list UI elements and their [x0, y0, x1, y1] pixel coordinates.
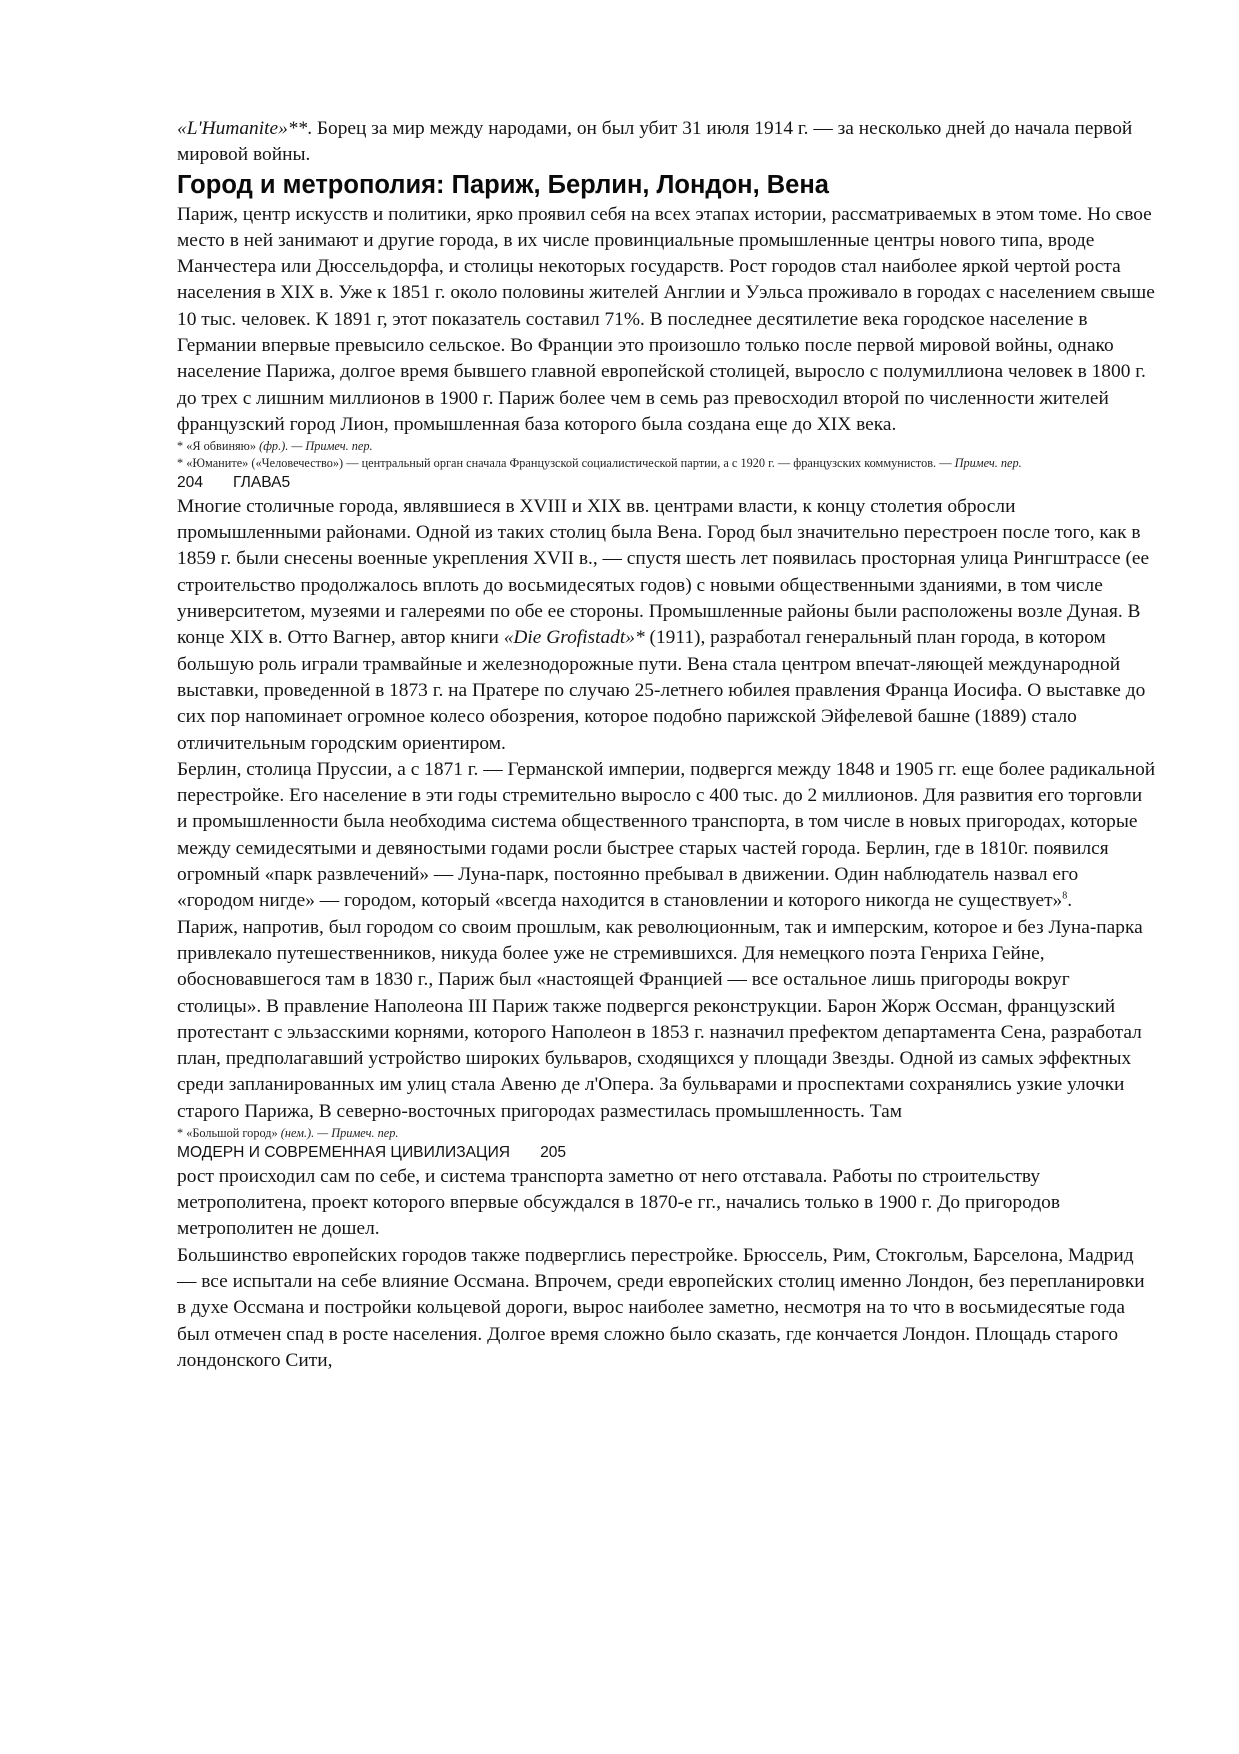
- section-heading: Город и метрополия: Париж, Берлин, Лондон, Вена: [177, 170, 829, 199]
- footnote-ref: 8: [1062, 890, 1068, 902]
- footnote-marker: **: [287, 118, 308, 139]
- running-header-204: [177, 472, 1157, 494]
- running-header-205: [177, 1142, 1157, 1164]
- book-section-title: МОДЕРН И СОВРЕМЕННАЯ ЦИВИЛИЗАЦИЯ: [177, 1143, 511, 1161]
- paragraph-text: Берлин, столица Пруссии, а с 1871 г. — Германской империи, подвергся между 1848 и 1905 гг. еще более радикальной перестройке. Его население в эти годы стремительно выросло с 400 тыс. до 2 миллионов. Для развития его торговли и промышленности была необходима система общественного транспорта, в том числе в новых пригородах, которые между семидесятыми и девяностыми годами росли быстрее старых частей города. Берлин, где в 1810г. появился огромный «парк развлечений» — Луна-парк, постоянно пребывал в движении. Один наблюдатель назвал его «городом нигде» — городом, который «всегда находится в становлении и которого никогда не существует»: [177, 758, 1156, 912]
- footnote-jaccuse: [177, 438, 1157, 455]
- paragraph-london: Большинство европейских городов также подверглись перестройке. Брюссель, Рим, Стокгольм, Барселона, Мадрид — все испытали на себе влияние Оссмана. Впрочем, среди европейских столиц именно Лондон, без перепланировки в духе Оссмана и постройки кольцевой дороги, вырос наиболее заметно, несмотря на то что в восьмидесятые года был отмечен спад в росте населения. Долгое время сложно было сказать, где кончается Лондон. Площадь старого лондонского Сити,: [177, 1244, 1145, 1371]
- intro-paragraph: [177, 116, 1157, 169]
- paragraph-metro: рост происходил сам по себе, и система транспорта заметно от него отставала. Работы по строительству метрополитена, проект которого впервые обсуждался в 1870-е гг., начались только в 1900 г. До пригородов метрополитен не дошел.: [177, 1165, 1061, 1240]
- paragraph-berlin: [177, 757, 1157, 915]
- page-number: 205: [540, 1143, 567, 1161]
- footnote-text: * «Юманите» («Человечество») — центральный орган сначала Французской социалистической партии, а с 1920 г. — французских коммунистов. —: [177, 456, 955, 471]
- footnote-text: * «Я обвиняю»: [177, 439, 260, 454]
- chapter-label: ГЛАВА5: [233, 473, 291, 491]
- paragraph-paris-haussmann: Париж, напротив, был городом со своим прошлым, как революционным, так и имперским, которое и без Луна-парка привлекало путешественников, никуда более уже не стремившихся. Для немецкого поэта Генриха Гейне, обосновавшегося там в 1830 г., Париж был «настоящей Францией — все остальное лишь пригороды вокруг столицы». В правление Наполеона III Париж также подвергся реконструкции. Барон Жорж Оссман, французский протестант с эльзасскими корнями, которого Наполеон в 1853 г. назначил префектом департамента Сена, разработал план, предполагавший устройство широких бульваров, сходящихся у площади Звезды. Одной из самых эффектных среди запланированных им улиц стала Авеню де л'Опера. За бульварами и проспектами сохранялись узкие улочки старого Парижа, В северно-восточных пригородах разместилась промышленность. Там: [177, 916, 1143, 1122]
- footnote-grossstadt: [177, 1125, 1157, 1142]
- paragraph-text: (1911), разработал генеральный план города, в котором большую роль играли трамвайные и железнодорожные пути. Вена стала центром впечат-ляющей международной выставки, проведенной в 1873 г. на Пратере по случаю 25-летнего юбилея правления Франца Иосифа. О выставке до сих пор напоминает огромное колесо обозрения, которое подобно парижской Эйфелевой башне (1889) стало отличительным городским ориентиром.: [177, 627, 1146, 754]
- paragraph-text: Многие столичные города, являвшиеся в XVIII и XIX вв. центрами власти, к концу столетия обросли промышленными районами. Одной из таких столиц была Вена. Город был значительно перестроен после того, как в 1859 г. были снесены военные укрепления XVII в., — спустя шесть лет появилась просторная улица Рингштрассе (ее строительство продолжалось вплоть до восьмидесятых годов) с новыми общественными зданиями, в том числе университетом, музеями и галереями по обе ее стороны. Промышленные районы были расположены возле Дуная. В конце XIX в. Отто Вагнер, автор книги: [177, 495, 1150, 649]
- footnote-text: * «Большой город»: [177, 1125, 281, 1140]
- footnote-note: (фр.). — Примеч. пер.: [259, 439, 373, 454]
- footnote-humanite: [177, 455, 1157, 472]
- paragraph-end: .: [1067, 890, 1073, 912]
- footnote-note: Примеч. пер.: [954, 456, 1022, 471]
- paragraph-vienna: [177, 494, 1157, 757]
- paragraph-paris: Париж, центр искусств и политики, ярко проявил себя на всех этапах истории, рассматриваемых в этом томе. Но свое место в ней занимают и другие города, в их числе провинциальные промышленные центры нового типа, вроде Манчестера или Дюссельдорфа, и столицы некоторых государств. Рост городов стал наиболее яркой чертой роста населения в XIX в. Уже к 1851 г. около половины жителей Англии и Уэльса проживало в городах с населением свыше 10 тыс. человек. К 1891 г, этот показатель составил 71%. В последнее десятилетие века городское население в Германии впервые превысило сельское. Во Франции это произошло только после первой мировой войны, однако население Парижа, долгое время бывшего главной европейской столицей, выросло с полумиллиона человек в 1800 г. до трех с лишним миллионов в 1900 г. Париж более чем в семь раз превосходил второй по численности жителей французский город Лион, промышленная база которого была создана еще до XIX века.: [177, 203, 1155, 435]
- journal-title: «L'Humanite»: [177, 118, 288, 139]
- book-page: [177, 116, 1157, 1374]
- footnote-note: (нем.). — Примеч. пер.: [280, 1125, 399, 1140]
- book-title: «Die Grofistadt»*: [503, 627, 645, 649]
- intro-text: . Борец за мир между народами, он был убит 31 июля 1914 г. — за несколько дней до начала первой мировой войны.: [177, 118, 1133, 166]
- page-number: 204: [177, 473, 204, 491]
